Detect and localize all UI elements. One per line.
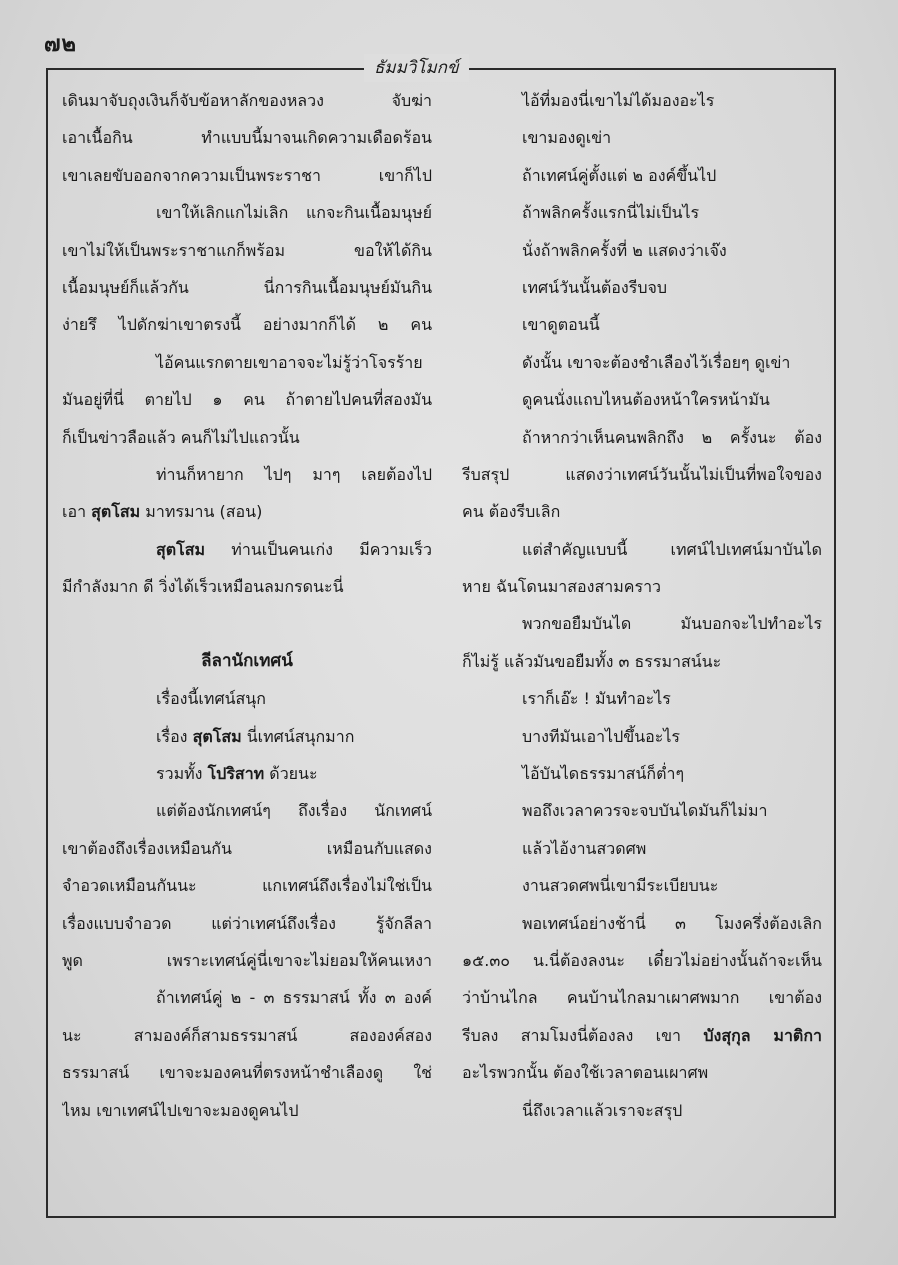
text-line: อะไรพวกนั้น ต้องใช้เวลาตอนเผาศพ — [462, 1063, 709, 1083]
text-line: เรื่องนี้เทศน์สนุก — [156, 689, 266, 709]
text-line: นั่งถ้าพลิกครั้งที่ ๒ แสดงว่าเจ๊ง — [522, 240, 727, 260]
text-line: เดินมาจับถุงเงินก็จับข้อหาลักของหลวง จับฆ่า — [62, 91, 432, 110]
text-line: ไหม เขาเทศน์ไปเขาจะมองดูคนไป — [62, 1100, 299, 1120]
text-line: ถ้าพลิกครั้งแรกนี่ไม่เป็นไร — [522, 203, 700, 223]
text-line: พอเทศน์อย่างช้านี่ ๓ โมงครึ่งต้องเลิก — [522, 913, 822, 933]
text-line: เขาเลยขับออกจากความเป็นพระราชา เขาก็ไป — [62, 165, 432, 185]
text-line: ไอ้บันไดธรรมาสน์ก็ต่ำๆ — [522, 764, 685, 784]
text-line: ๑๕.๓๐ น.นี่ต้องลงนะ เดี๋ยวไม่อย่างนั้นถ้าจะเห็น — [462, 950, 822, 970]
text-line — [62, 605, 432, 642]
text-line: รีบสรุป แสดงว่าเทศน์วันนั้นไม่เป็นที่พอใจของ — [462, 464, 822, 484]
text-line: ท่านก็หายาก ไปๆ มาๆ เลยต้องไป — [156, 464, 432, 484]
text-line: พอถึงเวลาควรจะจบบันไดมันก็ไม่มา — [522, 801, 768, 821]
text-line: ถ้าเทศน์คู่ ๒ - ๓ ธรรมาสน์ ทั้ง ๓ องค์ — [156, 988, 432, 1008]
text-line: ดูคนนั่งแถบไหนต้องหน้าใครหน้ามัน — [522, 390, 770, 410]
text-line: ว่าบ้านไกล คนบ้านไกลมาเผาศพมาก เขาต้อง — [462, 988, 822, 1008]
text-line: เขาต้องถึงเรื่องเหมือนกัน เหมือนกับแสดง — [62, 838, 432, 858]
text-line: มีกำลังมาก ดี วิ่งได้เร็วเหมือนลมกรดนะนี่ — [62, 577, 344, 597]
text-line: หาย ฉันโดนมาสองสามคราว — [462, 577, 662, 597]
text-line: รวมทั้ง โปริสาท ด้วยนะ — [156, 764, 318, 784]
text-line: ดังนั้น เขาจะต้องชำเลืองไว้เรื่อยๆ ดูเข่า — [522, 352, 791, 372]
text-line: บางทีมันเอาไปขึ้นอะไร — [522, 726, 680, 746]
text-line: เทศน์วันนั้นต้องรีบจบ — [522, 277, 667, 297]
text-line: แต่สำคัญแบบนี้ เทศน์ไปเทศน์มาบันได — [522, 539, 822, 559]
page-number: ๗๒ — [44, 32, 78, 57]
text-line: ถ้าหากว่าเห็นคนพลิกถึง ๒ ครั้งนะ ต้อง — [522, 427, 822, 447]
text-line: แต่ต้องนักเทศน์ๆ ถึงเรื่อง นักเทศน์ — [156, 801, 432, 821]
text-line: ก็เป็นข่าวลือแล้ว คนก็ไม่ไปแถวนั้น — [62, 427, 300, 447]
text-line: ธรรมาสน์ เขาจะมองคนที่ตรงหน้าชำเลืองดู ใช่ — [62, 1063, 432, 1083]
right-text-column — [462, 82, 822, 1129]
text-line: เนื้อมนุษย์ก็แล้วกัน นี่การกินเนื้อมนุษย์มันกิน — [62, 277, 432, 297]
text-line: เขาให้เลิกแกไม่เลิก แกจะกินเนื้อมนุษย์ — [156, 203, 432, 223]
left-text-column — [62, 82, 432, 1129]
text-line: รีบลง สามโมงนี่ต้องลง เขา บังสุกุล มาติกา — [462, 1025, 822, 1045]
text-line: พูด เพราะเทศน์คู่นี่เขาจะไม่ยอมให้คนเหงา — [62, 950, 432, 970]
text-line: ก็ไม่รู้ แล้วมันขอยืมทั้ง ๓ ธรรมาสน์นะ — [462, 651, 722, 671]
text-line: เขามองดูเข่า — [522, 128, 612, 148]
text-line: เรื่องแบบจำอวด แต่ว่าเทศน์ถึงเรื่อง รู้จักลีลา — [62, 913, 432, 933]
text-line: เขาไม่ให้เป็นพระราชาแกก็พร้อม ขอให้ได้กิน — [62, 240, 432, 260]
text-line: ไอ้ที่มองนี่เขาไม่ได้มองอะไร — [522, 91, 715, 110]
text-line: ถ้าเทศน์คู่ตั้งแต่ ๒ องค์ขึ้นไป — [522, 165, 717, 185]
text-line: เอา สุตโสม มาทรมาน (สอน) — [62, 502, 263, 522]
text-line: เรื่อง สุตโสม นี่เทศน์สนุกมาก — [156, 726, 355, 746]
text-line: คน ต้องรีบเลิก — [462, 502, 561, 522]
text-line: ไอ้คนแรกตายเขาอาจจะไม่รู้ว่าโจรร้าย — [156, 352, 423, 372]
text-line: งานสวดศพนี่เขามีระเบียบนะ — [522, 876, 719, 896]
text-line: มันอยู่ที่นี่ ตายไป ๑ คน ถ้าตายไปคนที่สองมัน — [62, 390, 432, 410]
text-line: ง่ายรึ ไปดักฆ่าเขาตรงนี้ อย่างมากก็ได้ ๒ คน — [62, 315, 432, 335]
text-line: เอาเนื้อกิน ทำแบบนี้มาจนเกิดความเดือดร้อน — [62, 128, 432, 148]
text-line: นะ สามองค์ก็สามธรรมาสน์ สององค์สอง — [62, 1025, 432, 1045]
text-line: จำอวดเหมือนกันนะ แกเทศน์ถึงเรื่องไม่ใช่เป็น — [62, 876, 432, 896]
running-header-title: ธัมมวิโมกข์ — [364, 54, 469, 82]
text-line: เราก็เอ๊ะ ! มันทำอะไร — [522, 689, 671, 709]
text-line: พวกขอยืมบันได มันบอกจะไปทำอะไร — [522, 614, 822, 634]
text-line: สุตโสม ท่านเป็นคนเก่ง มีความเร็ว — [156, 539, 432, 559]
text-line: เขาดูตอนนี้ — [522, 315, 600, 335]
text-line: นี่ถึงเวลาแล้วเราจะสรุป — [522, 1100, 683, 1120]
text-line: แล้วไอ้งานสวดศพ — [522, 838, 647, 858]
section-heading: ลีลานักเทศน์ — [201, 650, 293, 671]
